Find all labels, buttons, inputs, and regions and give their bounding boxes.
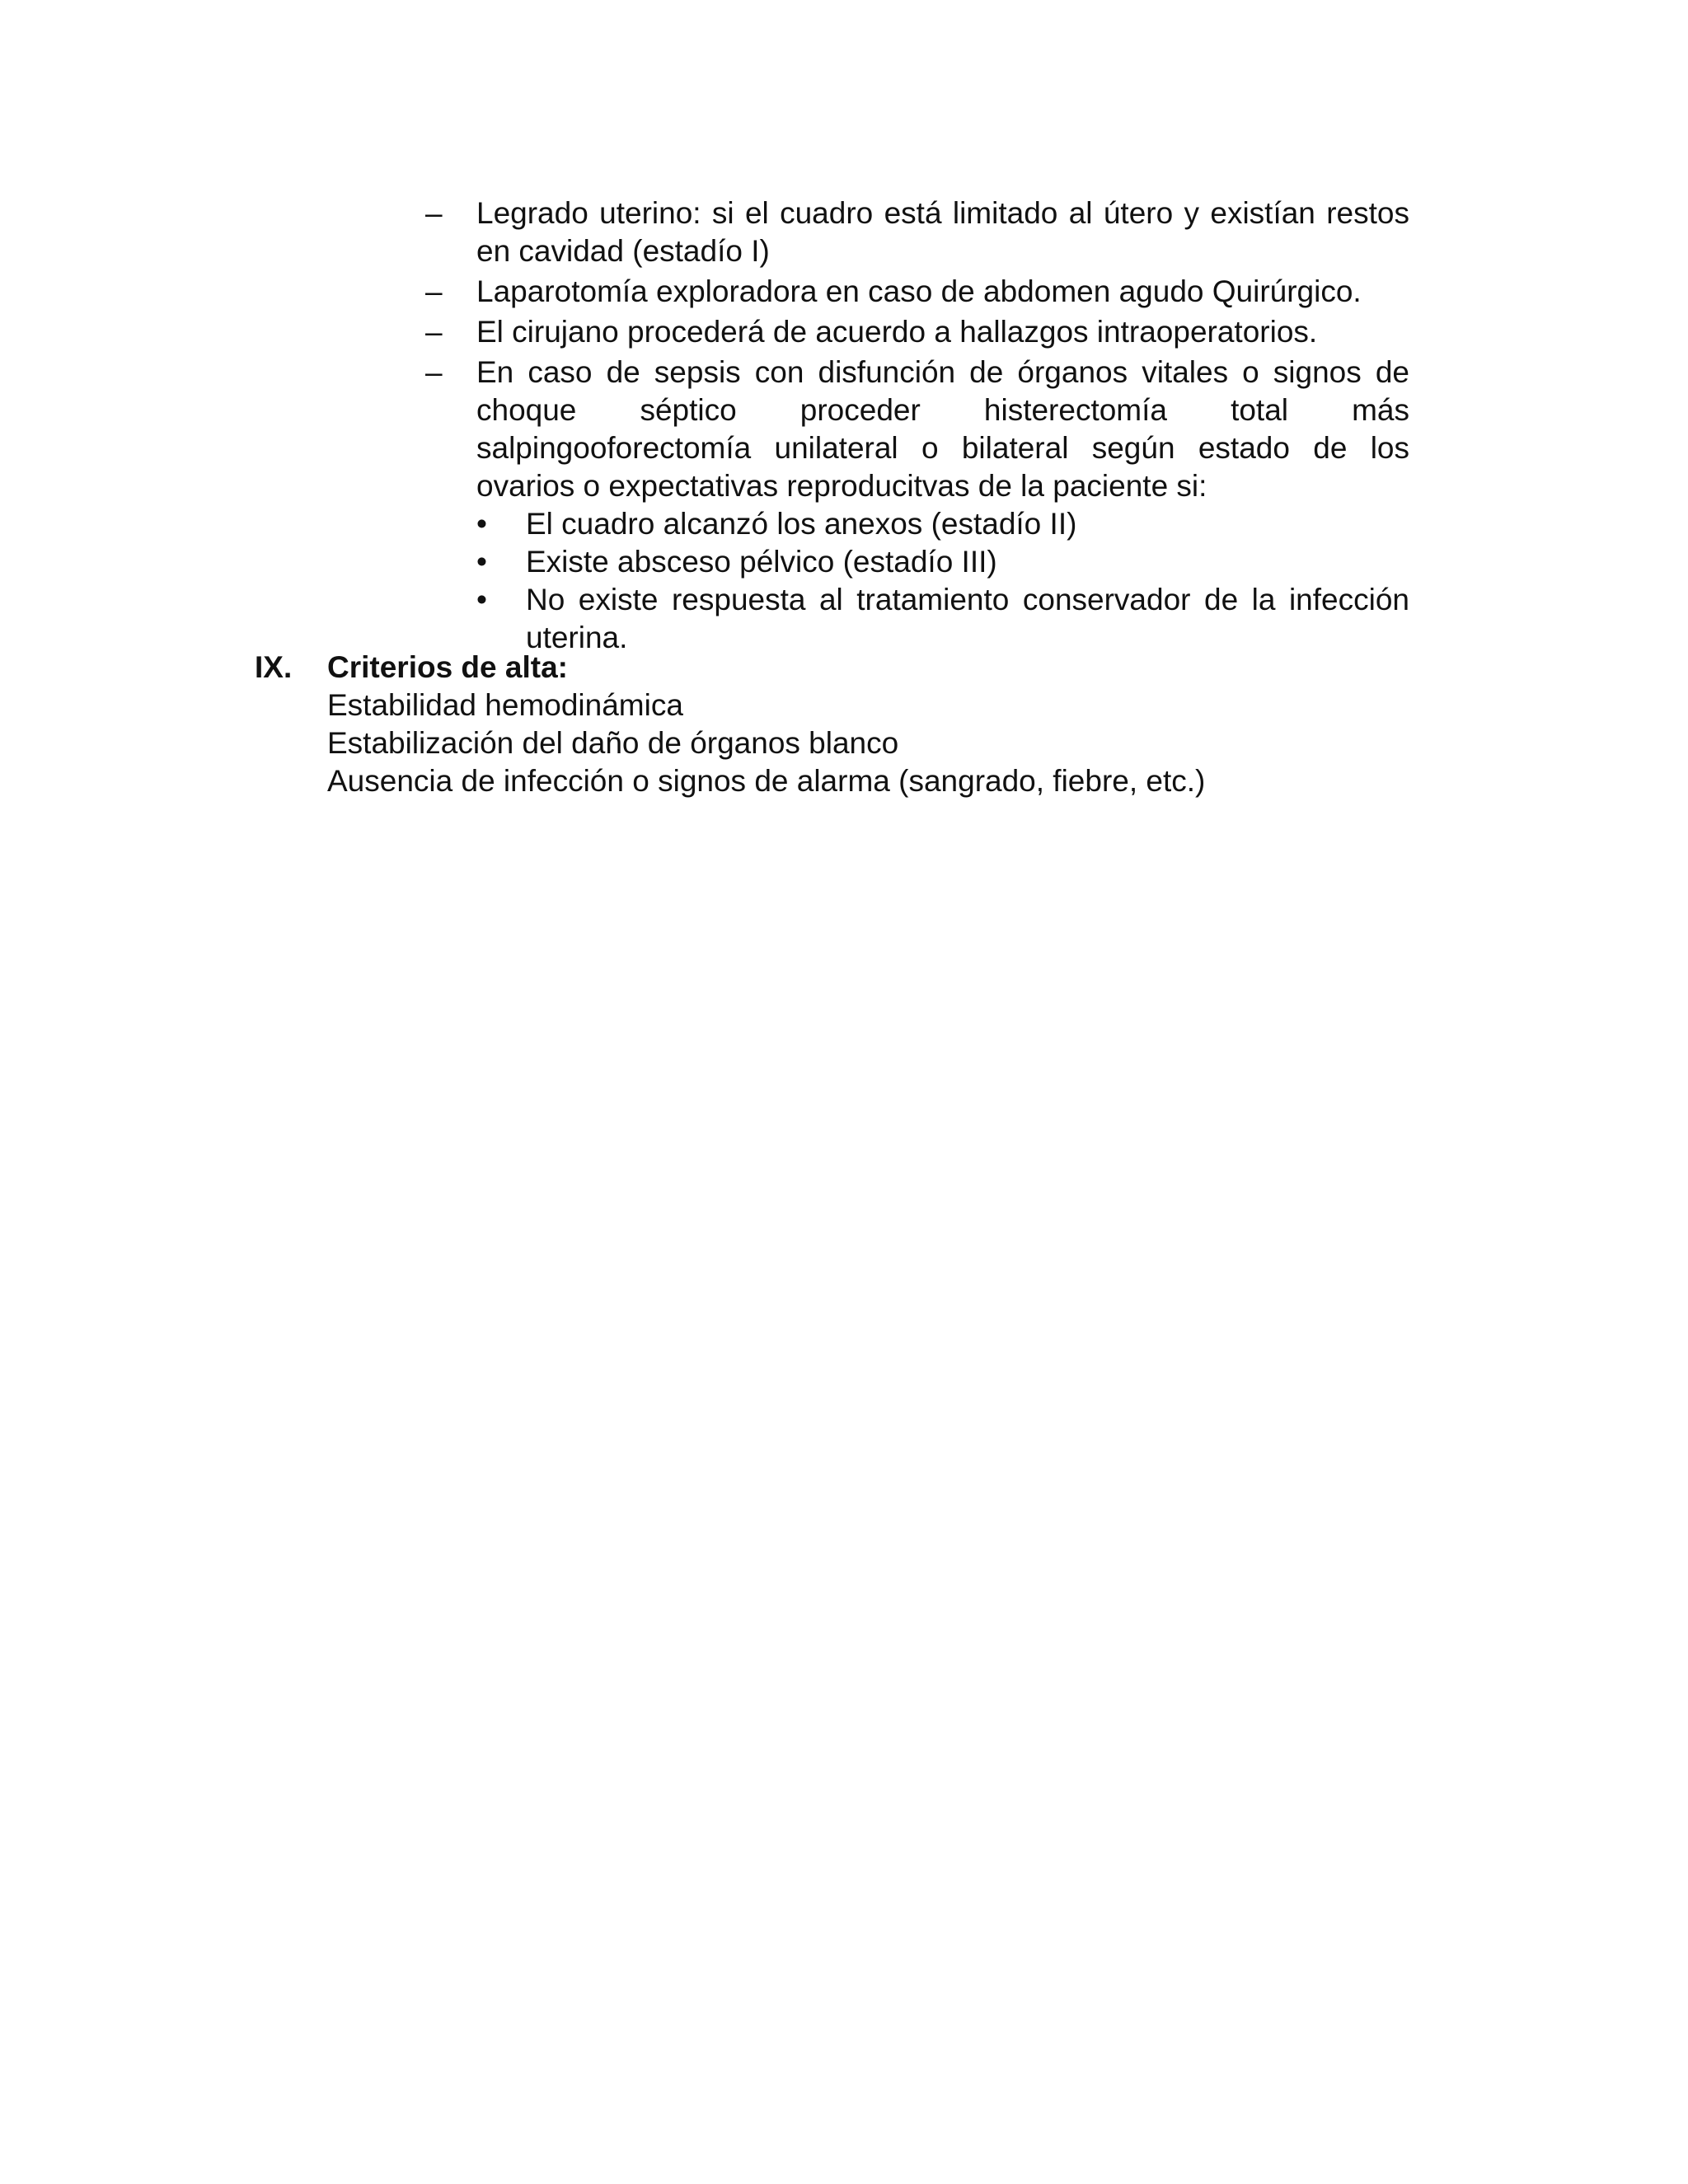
bullet-marker: • [476, 545, 487, 579]
list-item-text: En caso de sepsis con disfunción de órganos vitales o signos de choque séptico proceder histerectomía total más salpingooforectomía unilateral o bilateral según estado de los ovarios o expectativas reproducitvas de la paciente si: [476, 355, 1409, 503]
list-item [425, 313, 1409, 351]
list-item [425, 354, 1409, 657]
list-item-text: Legrado uterino: si el cuadro está limitado al útero y existían restos en cavidad (estadío I) [476, 196, 1409, 268]
section-heading [255, 649, 1409, 687]
sublist-item-text: El cuadro alcanzó los anexos (estadío II) [526, 507, 1077, 541]
dash-marker: – [425, 274, 443, 308]
surgical-treatment-list [425, 194, 1409, 657]
dash-marker: – [425, 355, 443, 389]
list-item-text: El cirujano procederá de acuerdo a hallazgos intraoperatorios. [476, 315, 1318, 349]
sublist-item [476, 581, 1409, 657]
list-item [425, 194, 1409, 270]
bullet-marker: • [476, 507, 487, 541]
sublist-item-text: No existe respuesta al tratamiento conservador de la infección uterina. [526, 583, 1409, 654]
criteria-item: Estabilización del daño de órganos blanco [327, 726, 899, 760]
sublist-item [476, 543, 1409, 581]
dash-marker: – [425, 315, 443, 349]
list-item-text: Laparotomía exploradora en caso de abdomen agudo Quirúrgico. [476, 274, 1362, 308]
conditions-sublist [476, 505, 1409, 657]
criteria-item: Estabilidad hemodinámica [327, 688, 683, 722]
sublist-item [476, 505, 1409, 543]
discharge-criteria-section [255, 649, 1409, 800]
dash-marker: – [425, 196, 443, 230]
criteria-item: Ausencia de infección o signos de alarma (sangrado, fiebre, etc.) [327, 764, 1206, 798]
list-item [425, 273, 1409, 311]
bullet-marker: • [476, 583, 487, 616]
section-number: IX. [255, 650, 293, 684]
sublist-item-text: Existe absceso pélvico (estadío III) [526, 545, 997, 579]
section-title: Criterios de alta: [327, 650, 568, 684]
criteria-list [255, 687, 1409, 800]
